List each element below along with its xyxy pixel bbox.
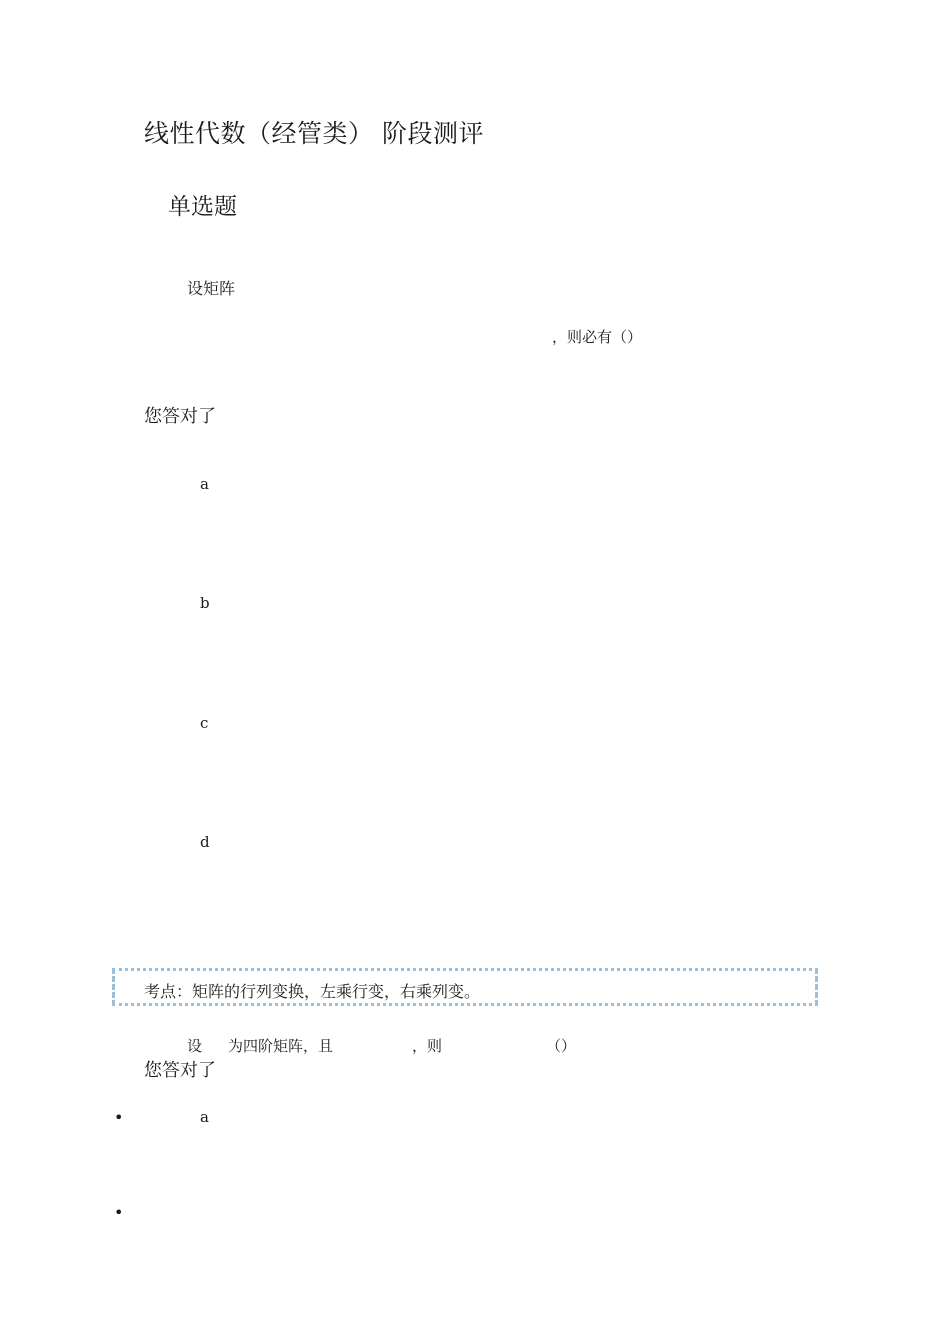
question-2-part-4: （） (546, 1037, 577, 1055)
question-1-suffix: ，则必有（） (552, 328, 643, 346)
page-title: 线性代数（经管类） 阶段测评 (144, 119, 484, 148)
question-2-part-2: 为四阶矩阵，且 (228, 1037, 334, 1055)
note-text: 考点：矩阵的行列变换，左乘行变，右乘列变。 (144, 982, 481, 1001)
question-2-part-3: ，则 (412, 1037, 443, 1055)
question-1-option-a[interactable]: a (200, 475, 209, 493)
question-2-status: 您答对了 (144, 1060, 216, 1081)
question-1-status: 您答对了 (144, 406, 216, 427)
question-1-option-b[interactable]: b (200, 594, 210, 612)
bullet-icon: • (114, 1203, 124, 1222)
section-heading: 单选题 (168, 194, 237, 220)
question-1-prefix: 设矩阵 (187, 279, 236, 298)
question-1-option-d[interactable]: d (200, 833, 210, 851)
bullet-icon: • (114, 1108, 124, 1127)
question-2-option-a[interactable]: a (200, 1108, 209, 1126)
question-2-part-1: 设 (187, 1037, 203, 1055)
question-1-option-c[interactable]: c (200, 714, 209, 732)
